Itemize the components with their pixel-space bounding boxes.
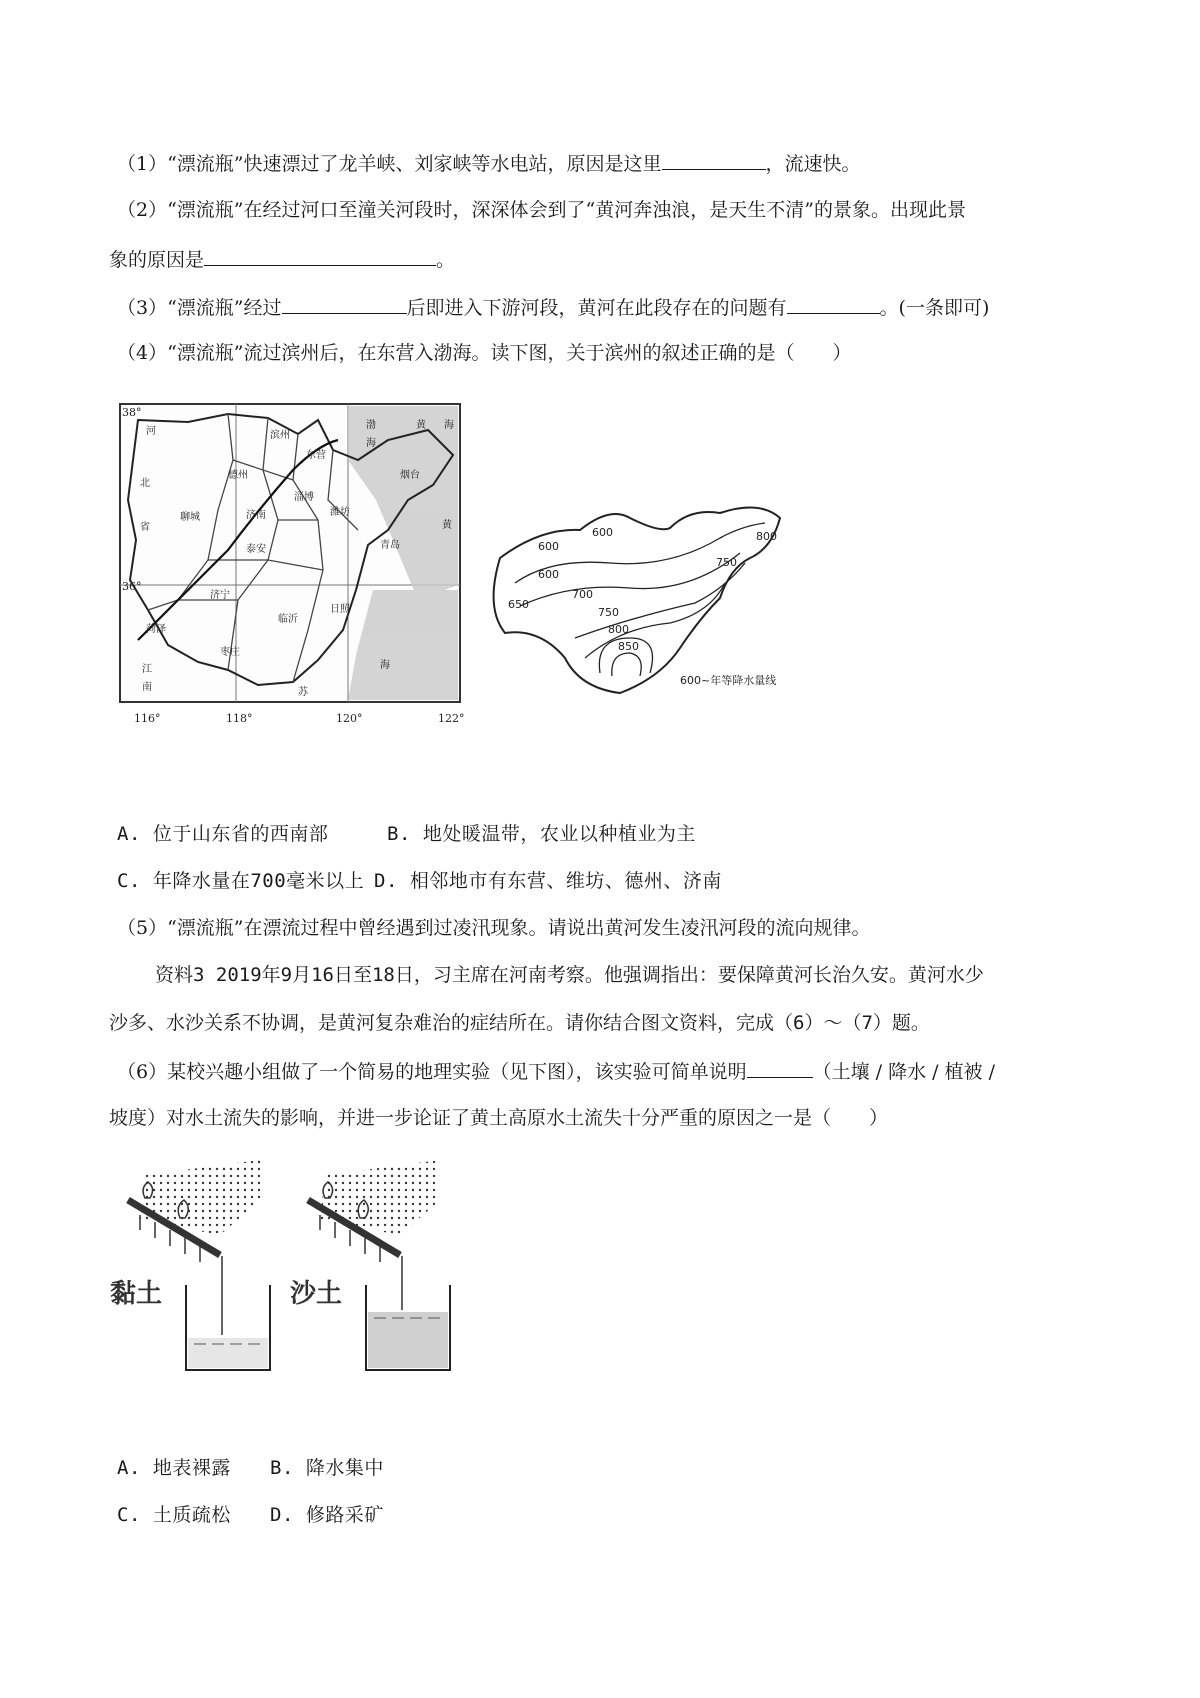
q1-text-end: ，流速快。 xyxy=(765,153,861,175)
q4-option-b[interactable] xyxy=(387,822,696,846)
q6-text-2: 坡度）对水土流失的影响，并进一步论证了黄土高原水土流失十分严重的原因之一是（ ） xyxy=(109,1107,889,1129)
map-place-yantai: 烟台 xyxy=(400,470,420,481)
map-place-qingdao: 青岛 xyxy=(380,540,400,551)
material-3-line-1 xyxy=(155,963,984,987)
q5-text: （5）“漂流瓶”在漂流过程中曾经遇到过凌汛现象。请说出黄河发生凌汛河段的流向规律。 xyxy=(117,917,871,939)
q6-option-c[interactable] xyxy=(117,1503,231,1527)
q6-option-d-text: D. 修路采矿 xyxy=(270,1504,384,1526)
q4-option-a-text: A. 位于山东省的西南部 xyxy=(117,823,329,845)
q6-option-d[interactable] xyxy=(270,1503,384,1527)
map-place-he: 河 xyxy=(146,426,156,437)
question-4 xyxy=(117,341,852,365)
q3-blank-2[interactable] xyxy=(787,294,880,314)
sand-setup xyxy=(290,1160,450,1370)
map-place-jiang: 江 xyxy=(142,664,152,675)
map-place-zibo: 淄博 xyxy=(294,492,314,503)
clay-label: 黏土 xyxy=(110,1279,163,1309)
question-5 xyxy=(117,916,871,940)
q2-text-end: 。 xyxy=(436,249,456,271)
isoline-legend: 600~年等降水量线 xyxy=(680,674,777,687)
map-place-su: 苏 xyxy=(298,687,308,698)
lon-label-122: 122° xyxy=(438,712,465,725)
map-place-linyi: 临沂 xyxy=(278,614,298,625)
map-place-bohai-hai: 海 xyxy=(366,438,376,449)
precipitation-isoline-map xyxy=(480,488,805,703)
material-3-line-2 xyxy=(109,1011,930,1035)
lon-label-116: 116° xyxy=(134,712,161,725)
q6-option-a-text: A. 地表裸露 xyxy=(117,1457,231,1479)
question-2-line-1 xyxy=(117,198,966,222)
q4-option-d[interactable] xyxy=(374,869,722,893)
sand-label: 沙土 xyxy=(290,1279,343,1309)
isoline-850: 850 xyxy=(618,640,639,653)
soil-erosion-experiment xyxy=(110,1160,480,1385)
question-6-line-1 xyxy=(117,1058,995,1084)
map-place-sea-hai: 海 xyxy=(380,660,390,671)
question-3 xyxy=(117,294,989,320)
map-place-huanghai-hai: 海 xyxy=(444,420,454,431)
question-6-line-2 xyxy=(109,1106,888,1130)
q6-text-options: （土壤 / 降水 / 植被 / xyxy=(812,1061,995,1083)
map-place-bo: 渤 xyxy=(366,420,376,431)
map-place-huang: 黄 xyxy=(416,420,426,431)
map-place-liaocheng: 聊城 xyxy=(180,512,200,523)
question-2-line-2 xyxy=(109,246,455,272)
material-3-text-2: 沙多、水沙关系不协调，是黄河复杂难治的症结所在。请你结合图文资料，完成（6）～（7）题。 xyxy=(109,1012,930,1034)
isoline-650: 650 xyxy=(508,598,529,611)
map-place-dongying: 东营 xyxy=(306,450,326,461)
isoline-800-a: 800 xyxy=(756,530,777,543)
isoline-750-a: 750 xyxy=(716,556,737,569)
q6-text: （6）某校兴趣小组做了一个简易的地理实验（见下图），该实验可简单说明 xyxy=(117,1061,747,1083)
q2-text: （2）“漂流瓶”在经过河口至潼关河段时，深深体会到了“黄河奔浊浪，是天生不清”的景象。出现此景 xyxy=(117,199,966,221)
clay-setup xyxy=(110,1160,270,1370)
map-place-nan: 南 xyxy=(142,682,152,693)
q4-option-c[interactable] xyxy=(117,869,364,893)
isoline-600-b: 600 xyxy=(538,540,559,553)
q6-option-b-text: B. 降水集中 xyxy=(270,1457,384,1479)
q3-text-2: 后即进入下游河段，黄河在此段存在的问题有 xyxy=(406,297,787,319)
map-place-sea-huang: 黄 xyxy=(442,520,452,531)
map-place-binzhou: 滨州 xyxy=(270,430,290,441)
isoline-800-b: 800 xyxy=(608,623,629,636)
map-place-weifang: 潍坊 xyxy=(330,507,350,518)
shandong-admin-map xyxy=(118,400,468,730)
q4-text: （4）“漂流瓶”流过滨州后，在东营入渤海。读下图，关于滨州的叙述正确的是（ ） xyxy=(117,342,852,364)
q3-text-end: 。(一条即可) xyxy=(879,297,990,319)
isoline-600-c: 600 xyxy=(538,568,559,581)
q6-option-b[interactable] xyxy=(270,1456,384,1480)
map-place-bei: 北 xyxy=(140,478,150,489)
q6-option-a[interactable] xyxy=(117,1456,231,1480)
question-1 xyxy=(117,150,861,176)
q2-text-2: 象的原因是 xyxy=(109,249,205,271)
map-place-jinan: 济南 xyxy=(246,510,266,521)
q3-text: （3）“漂流瓶”经过 xyxy=(117,297,282,319)
lat-label-36: 36° xyxy=(122,580,142,593)
map-place-jining: 济宁 xyxy=(210,590,230,601)
q2-blank[interactable] xyxy=(204,246,436,266)
map-place-rizhao: 日照 xyxy=(330,604,350,615)
map-place-heze: 菏泽 xyxy=(146,624,166,635)
q4-option-b-text: B. 地处暖温带，农业以种植业为主 xyxy=(387,823,696,845)
isoline-700: 700 xyxy=(572,588,593,601)
q4-option-c-text: C. 年降水量在700毫米以上 xyxy=(117,870,365,892)
q6-option-c-text: C. 土质疏松 xyxy=(117,1504,231,1526)
lat-label-38: 38° xyxy=(122,406,142,419)
map-place-taian: 泰安 xyxy=(246,544,266,555)
q3-blank-1[interactable] xyxy=(282,294,407,314)
q4-option-d-text: D. 相邻地市有东营、维坊、德州、济南 xyxy=(374,870,722,892)
q6-blank[interactable] xyxy=(747,1058,813,1078)
q1-blank[interactable] xyxy=(662,150,766,170)
q1-text: （1）“漂流瓶”快速漂过了龙羊峡、刘家峡等水电站，原因是这里 xyxy=(117,153,662,175)
isoline-750-b: 750 xyxy=(598,606,619,619)
lon-label-118: 118° xyxy=(226,712,253,725)
material-3-text-1: 资料3 2019年9月16日至18日，习主席在河南考察。他强调指出：要保障黄河长治久安。黄河水少 xyxy=(155,964,984,986)
isoline-600-a: 600 xyxy=(592,526,613,539)
map-place-zaozhuang: 枣庄 xyxy=(220,647,240,658)
map-place-dezhou: 德州 xyxy=(228,470,248,481)
map-place-sheng: 省 xyxy=(140,522,150,533)
q4-option-a[interactable] xyxy=(117,822,328,846)
lon-label-120: 120° xyxy=(336,712,363,725)
